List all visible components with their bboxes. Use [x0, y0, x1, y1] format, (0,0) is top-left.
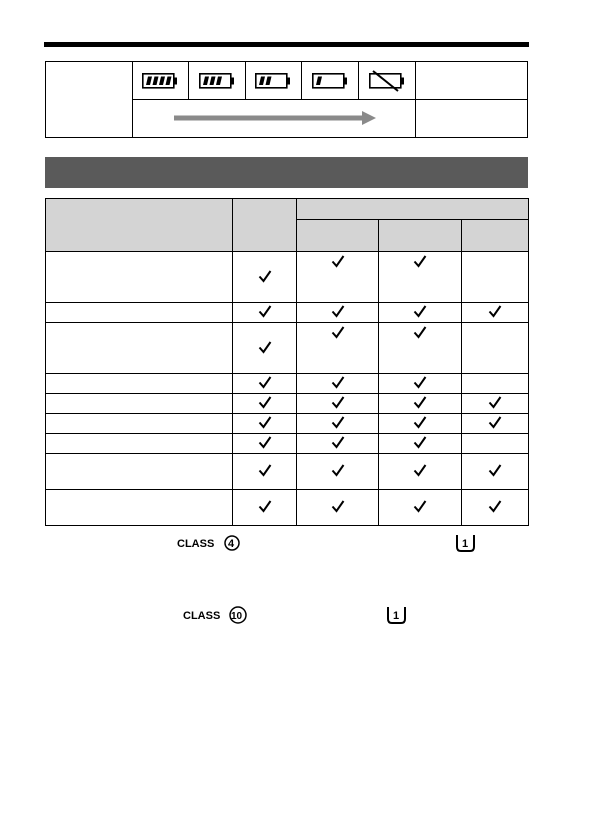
checkmark-icon — [258, 269, 272, 283]
row-label-cell — [46, 414, 233, 434]
check-cell — [379, 252, 462, 303]
svg-text:4: 4 — [228, 538, 235, 550]
check-cell — [233, 490, 297, 526]
check-cell — [233, 454, 297, 490]
check-cell — [462, 490, 529, 526]
check-cell — [233, 414, 297, 434]
check-cell — [297, 414, 379, 434]
checkmark-icon — [413, 254, 427, 268]
row-label-cell — [46, 303, 233, 323]
check-cell — [297, 394, 379, 414]
header-col-3 — [379, 220, 462, 252]
table-row — [46, 454, 529, 490]
svg-text:10: 10 — [231, 611, 243, 622]
check-cell — [379, 303, 462, 323]
row-label-cell — [46, 490, 233, 526]
checkmark-icon — [413, 435, 427, 449]
class4-logo — [177, 535, 241, 551]
check-cell — [462, 323, 529, 374]
battery-cell — [132, 62, 189, 99]
checkmark-icon — [413, 463, 427, 477]
battery-note-cell-top — [415, 62, 528, 100]
svg-text:CLASS: CLASS — [183, 610, 221, 622]
table-row — [46, 434, 529, 454]
table-row — [46, 374, 529, 394]
checkmark-icon — [258, 375, 272, 389]
svg-text:1: 1 — [462, 538, 469, 550]
check-cell — [233, 252, 297, 303]
battery-cell — [246, 62, 303, 99]
svg-text:1: 1 — [393, 610, 400, 622]
check-cell — [297, 374, 379, 394]
checkmark-icon — [331, 463, 345, 477]
header-col-4 — [462, 220, 529, 252]
table-row — [46, 394, 529, 414]
battery-low-icon — [312, 70, 348, 92]
header-group — [297, 199, 529, 220]
checkmark-icon — [331, 415, 345, 429]
svg-text:CLASS: CLASS — [177, 538, 215, 550]
checkmark-icon — [488, 395, 502, 409]
check-cell — [297, 323, 379, 374]
checkmark-icon — [413, 415, 427, 429]
check-cell — [379, 434, 462, 454]
checkmark-icon — [331, 304, 345, 318]
check-cell — [233, 323, 297, 374]
check-cell — [379, 374, 462, 394]
checkmark-icon — [258, 463, 272, 477]
row-label-cell — [46, 454, 233, 490]
checkmark-icon — [488, 415, 502, 429]
check-cell — [297, 490, 379, 526]
battery-full-icon — [142, 70, 178, 92]
check-cell — [462, 434, 529, 454]
checkmark-icon — [331, 395, 345, 409]
checkmark-icon — [413, 325, 427, 339]
check-cell — [379, 454, 462, 490]
uhs-speed-class-1-icon-2 — [386, 605, 408, 625]
table-row — [46, 414, 529, 434]
check-cell — [379, 414, 462, 434]
table-row — [46, 490, 529, 526]
check-cell — [462, 414, 529, 434]
checkmark-icon — [413, 499, 427, 513]
check-cell — [462, 394, 529, 414]
checkmark-icon — [488, 499, 502, 513]
checkmark-icon — [258, 340, 272, 354]
check-cell — [379, 394, 462, 414]
row-label-cell — [46, 394, 233, 414]
check-cell — [462, 454, 529, 490]
header-col-2 — [297, 220, 379, 252]
table-row — [46, 252, 529, 303]
check-cell — [379, 490, 462, 526]
battery-arrow-row — [132, 100, 415, 137]
row-label-cell — [46, 323, 233, 374]
checkmark-icon — [413, 395, 427, 409]
row-label-cell — [46, 252, 233, 303]
checkmark-icon — [413, 304, 427, 318]
check-cell — [233, 374, 297, 394]
checkmark-icon — [331, 435, 345, 449]
check-cell — [233, 394, 297, 414]
header-col-1 — [233, 199, 297, 252]
check-cell — [233, 303, 297, 323]
check-cell — [297, 434, 379, 454]
check-cell — [233, 434, 297, 454]
decrease-arrow-icon — [132, 100, 415, 137]
check-cell — [297, 303, 379, 323]
battery-cell — [359, 62, 415, 99]
check-cell — [462, 252, 529, 303]
row-label-cell — [46, 374, 233, 394]
checkmark-icon — [488, 304, 502, 318]
header-card-type — [46, 199, 233, 252]
checkmark-icon — [258, 435, 272, 449]
uhs-speed-class-1-icon — [455, 533, 477, 553]
check-cell — [462, 374, 529, 394]
checkmark-icon — [413, 375, 427, 389]
battery-three-quarter-icon — [199, 70, 235, 92]
battery-half-icon — [255, 70, 291, 92]
battery-level-table — [45, 61, 528, 138]
battery-note-cell-bottom — [415, 99, 528, 137]
checkmark-icon — [331, 325, 345, 339]
checkmark-icon — [258, 499, 272, 513]
class10-logo — [183, 606, 249, 624]
battery-label-cell — [46, 62, 133, 137]
check-cell — [297, 252, 379, 303]
top-rule — [44, 42, 529, 47]
checkmark-icon — [488, 463, 502, 477]
checkmark-icon — [258, 304, 272, 318]
row-label-cell — [46, 434, 233, 454]
table-row — [46, 323, 529, 374]
check-cell — [379, 323, 462, 374]
table-row — [46, 303, 529, 323]
checkmark-icon — [331, 254, 345, 268]
battery-cell — [189, 62, 246, 99]
checkmark-icon — [331, 375, 345, 389]
memory-card-compatibility-table — [45, 198, 529, 526]
checkmark-icon — [258, 415, 272, 429]
battery-cell — [302, 62, 359, 99]
section-header-band — [45, 157, 528, 188]
checkmark-icon — [331, 499, 345, 513]
checkmark-icon — [258, 395, 272, 409]
check-cell — [462, 303, 529, 323]
battery-icons-row — [132, 62, 415, 100]
battery-empty-icon — [369, 70, 405, 92]
check-cell — [297, 454, 379, 490]
